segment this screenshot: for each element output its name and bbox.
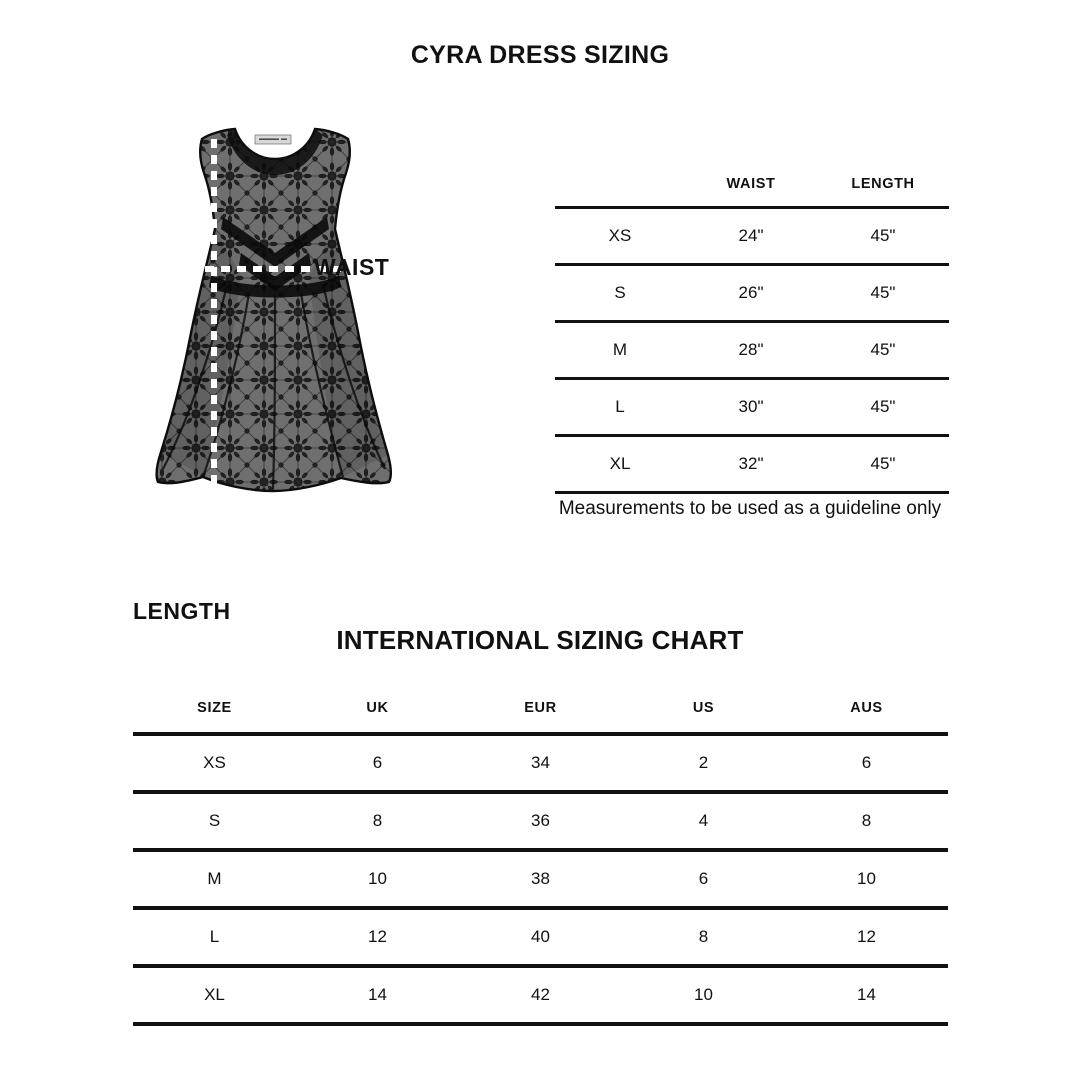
cell-us: 2 xyxy=(622,734,785,792)
cell-waist: 28" xyxy=(685,322,817,379)
cell-aus: 8 xyxy=(785,792,948,850)
table-row xyxy=(555,265,949,322)
brand-tag-text-icon xyxy=(259,139,287,140)
table-row xyxy=(133,908,948,966)
cell-length: 45" xyxy=(817,436,949,493)
table-header-row xyxy=(555,176,949,208)
cell-us: 10 xyxy=(622,966,785,1024)
column-header-eur: EUR xyxy=(459,700,622,734)
column-header-size xyxy=(555,176,685,208)
cell-us: 6 xyxy=(622,850,785,908)
cell-uk: 10 xyxy=(296,850,459,908)
length-label: LENGTH xyxy=(133,598,231,624)
cell-aus: 12 xyxy=(785,908,948,966)
cell-length: 45" xyxy=(817,322,949,379)
cell-waist: 26" xyxy=(685,265,817,322)
cell-size: XL xyxy=(133,966,296,1024)
table-row xyxy=(133,966,948,1024)
table-row xyxy=(133,734,948,792)
cell-uk: 12 xyxy=(296,908,459,966)
table-header-row xyxy=(133,700,948,734)
cell-size: XS xyxy=(133,734,296,792)
dress-body xyxy=(145,125,405,590)
table-row xyxy=(133,792,948,850)
cell-size: M xyxy=(133,850,296,908)
cell-size: L xyxy=(555,379,685,436)
cell-length: 45" xyxy=(817,208,949,265)
cell-eur: 40 xyxy=(459,908,622,966)
cell-length: 45" xyxy=(817,379,949,436)
cell-eur: 38 xyxy=(459,850,622,908)
table-row xyxy=(555,322,949,379)
cell-waist: 24" xyxy=(685,208,817,265)
cell-us: 4 xyxy=(622,792,785,850)
column-header-us: US xyxy=(622,700,785,734)
international-sizing-table xyxy=(133,700,948,1026)
cell-uk: 14 xyxy=(296,966,459,1024)
cell-us: 8 xyxy=(622,908,785,966)
cell-aus: 10 xyxy=(785,850,948,908)
table-row xyxy=(555,436,949,493)
column-header-uk: UK xyxy=(296,700,459,734)
cell-size: S xyxy=(133,792,296,850)
cell-size: L xyxy=(133,908,296,966)
measurement-guideline-note: Measurements to be used as a guideline only xyxy=(558,498,942,519)
page-title: CYRA DRESS SIZING xyxy=(410,41,670,69)
cell-size: XS xyxy=(555,208,685,265)
cell-size: XL xyxy=(555,436,685,493)
cell-uk: 6 xyxy=(296,734,459,792)
cell-aus: 14 xyxy=(785,966,948,1024)
column-header-length: LENGTH xyxy=(817,176,949,208)
cell-size: S xyxy=(555,265,685,322)
cell-eur: 36 xyxy=(459,792,622,850)
cell-waist: 30" xyxy=(685,379,817,436)
column-header-aus: AUS xyxy=(785,700,948,734)
cell-waist: 32" xyxy=(685,436,817,493)
table-row xyxy=(555,208,949,265)
cell-length: 45" xyxy=(817,265,949,322)
column-header-size: SIZE xyxy=(133,700,296,734)
cell-uk: 8 xyxy=(296,792,459,850)
cell-eur: 34 xyxy=(459,734,622,792)
cell-size: M xyxy=(555,322,685,379)
lace-dress-illustration xyxy=(145,125,405,590)
cell-eur: 42 xyxy=(459,966,622,1024)
table-row xyxy=(555,379,949,436)
dress-svg xyxy=(145,125,405,590)
measurements-table xyxy=(555,176,949,494)
international-section-title: INTERNATIONAL SIZING CHART xyxy=(336,625,744,655)
table-row xyxy=(133,850,948,908)
cell-aus: 6 xyxy=(785,734,948,792)
waist-label: WAIST xyxy=(314,254,390,280)
column-header-waist: WAIST xyxy=(685,176,817,208)
